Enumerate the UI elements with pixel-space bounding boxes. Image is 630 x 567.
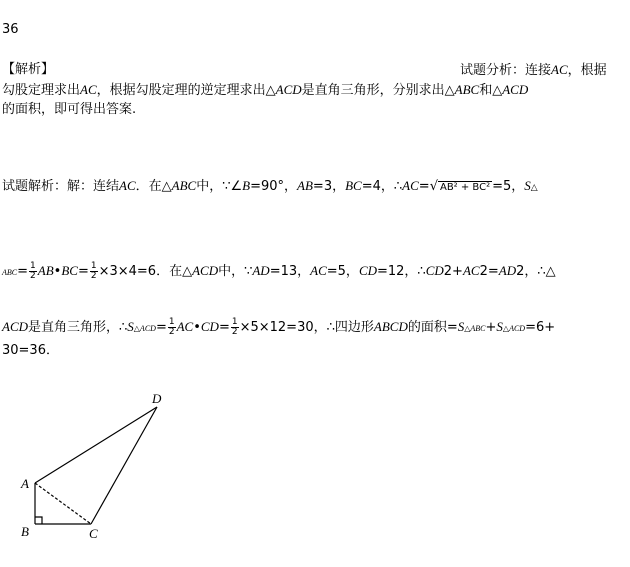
math-s: S	[524, 178, 531, 193]
math-ac: AC	[310, 263, 327, 278]
text: =	[155, 320, 167, 335]
text: 是直角三角形，分别求出△	[301, 83, 455, 98]
math-ad: AD	[498, 263, 517, 278]
math-acd: ACD	[502, 82, 529, 97]
math-abc: ABC	[171, 178, 197, 193]
numerator: 1	[168, 317, 175, 327]
figure-edges	[35, 407, 157, 524]
math-ac: AC	[462, 263, 480, 278]
denominator: 2	[168, 327, 175, 337]
hint-line	[460, 62, 607, 79]
text: ．在△	[135, 179, 172, 194]
numerator: 1	[90, 261, 97, 271]
text: =4，∴	[361, 179, 403, 194]
quadrilateral-figure	[10, 390, 210, 560]
math-bc: BC	[61, 263, 78, 278]
label-a: A	[21, 476, 29, 491]
math-s: S	[127, 319, 134, 334]
hint-ac: AC	[551, 62, 568, 77]
answer-value: 36	[2, 22, 19, 37]
math-s: S	[496, 319, 503, 334]
text: =3，	[312, 179, 346, 194]
math-ab: AB	[37, 263, 54, 278]
math-acd: ACD	[275, 82, 302, 97]
text: 的面积=	[407, 320, 458, 335]
subscript-acd: △ACD	[502, 324, 526, 333]
solution-line-1	[2, 178, 538, 196]
text: +	[485, 320, 497, 335]
edge-cd	[91, 407, 157, 524]
math-b: B	[242, 178, 251, 193]
subscript-abc: ABC	[2, 268, 18, 277]
math-acd: ACD	[2, 319, 28, 334]
text: ×5×12=30，∴四边形	[239, 320, 374, 335]
math-ac: AC	[402, 178, 419, 193]
denominator: 2	[30, 271, 36, 281]
math-bc: BC	[345, 178, 362, 193]
text: =	[218, 320, 230, 335]
dot: •	[193, 320, 201, 335]
math-ab: AB	[297, 178, 313, 193]
text: 2=	[479, 264, 499, 279]
text: =	[418, 179, 430, 194]
solution-line-2	[2, 262, 556, 281]
denominator: 2	[231, 327, 238, 337]
math-cd: CD	[425, 263, 444, 278]
text: =13，	[269, 264, 311, 279]
text: 2+	[443, 264, 463, 279]
sqrt-radicand: AB² + BC²	[439, 182, 491, 193]
text: 和△	[479, 83, 503, 98]
dot: •	[53, 264, 62, 279]
text: =12，∴	[377, 264, 426, 279]
text: ×3×4=6．在△	[98, 264, 193, 279]
fraction-half	[90, 262, 98, 281]
analysis-line-2	[2, 82, 528, 99]
subscript-abc: △ABC	[464, 324, 486, 333]
math-s: S	[457, 319, 465, 334]
fraction-half	[29, 262, 37, 281]
label-c: C	[89, 526, 98, 541]
text: =	[17, 264, 29, 279]
subscript-acd: △ACD	[133, 324, 156, 333]
math-abc: ABC	[454, 82, 480, 97]
right-angle-mark	[35, 517, 42, 524]
text: =5，	[326, 264, 359, 279]
label-b: B	[21, 524, 29, 539]
solution-line-3	[2, 318, 555, 337]
math-abcd: ABCD	[373, 319, 408, 334]
text: =6+	[525, 320, 556, 335]
hint-tail: ，根据	[567, 63, 607, 78]
numerator: 1	[231, 317, 238, 327]
text: 2，∴△	[516, 264, 556, 279]
analysis-label: 【解析】	[2, 62, 55, 77]
analysis-line-3: 的面积，即可得出答案.	[2, 102, 137, 117]
text: 中，∵∠	[196, 179, 243, 194]
text: ，根据勾股定理的逆定理求出△	[96, 83, 276, 98]
numerator: 1	[30, 261, 36, 271]
denominator: 2	[90, 271, 97, 281]
diagonal-ac	[35, 483, 91, 524]
edge-da	[35, 407, 157, 483]
solution-line-4: 30=36．	[2, 343, 59, 358]
text: =5，	[492, 179, 525, 194]
math-ac: AC	[80, 82, 97, 97]
hint-label: 试题分析：连接	[460, 63, 552, 78]
fraction-half	[168, 318, 176, 337]
text: =90°，	[250, 179, 298, 194]
math-ad: AD	[252, 263, 270, 278]
sqrt-sign: √	[429, 179, 438, 194]
text: 中，∵	[218, 264, 253, 279]
math-cd: CD	[358, 263, 377, 278]
fraction-half	[231, 318, 239, 337]
math-acd: ACD	[192, 263, 219, 278]
math-ac: AC	[176, 319, 194, 334]
text: =	[77, 264, 89, 279]
triangle-symbol: △	[530, 183, 538, 193]
text: 勾股定理求出	[2, 83, 81, 98]
math-cd: CD	[200, 319, 219, 334]
text: 是直角三角形，∴	[28, 320, 128, 335]
label-d: D	[152, 391, 162, 406]
math-ac: AC	[119, 178, 136, 193]
text: 试题解析：解：连结	[2, 179, 120, 194]
